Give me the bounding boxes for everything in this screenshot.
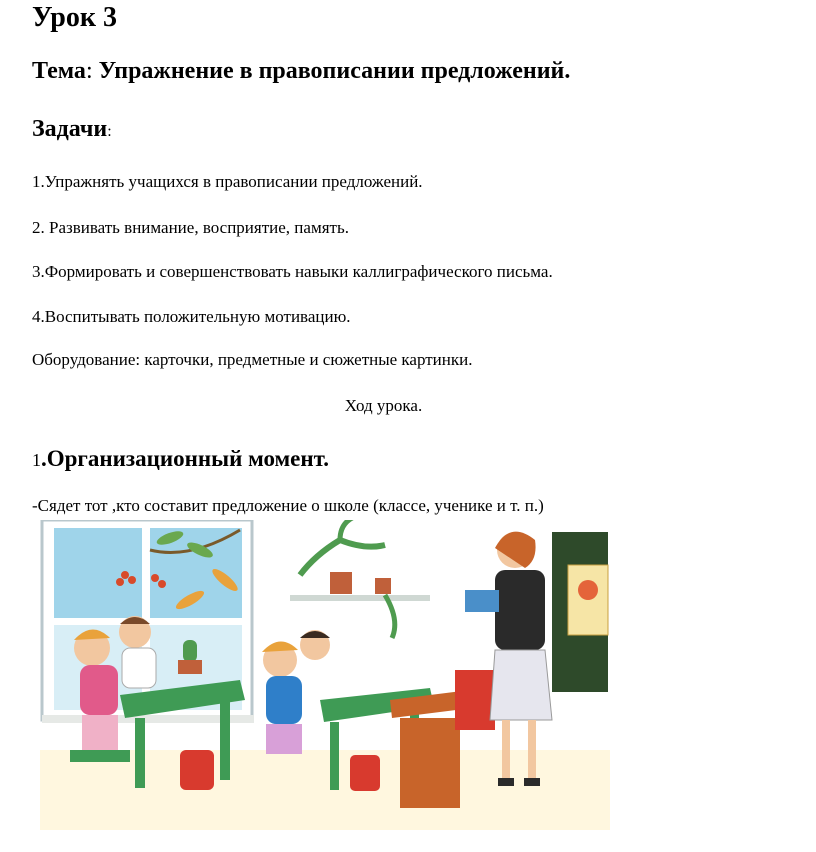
task-item-3: 3.Формировать и совершенствовать навыки каллиграфического письма. bbox=[32, 262, 553, 281]
section-title: .Организационный момент. bbox=[41, 446, 329, 471]
tasks-colon: : bbox=[107, 123, 112, 140]
section-number: 1 bbox=[32, 450, 41, 470]
classroom-illustration bbox=[40, 520, 610, 830]
section-heading bbox=[32, 446, 329, 472]
task-item-1: 1.Упражнять учащихся в правописании предложений. bbox=[32, 172, 423, 191]
backpack-icon bbox=[180, 750, 214, 790]
board-icon bbox=[552, 532, 608, 692]
tasks-heading bbox=[32, 116, 112, 143]
equipment-line: Оборудование: карточки, предметные и сюжетные картинки. bbox=[32, 350, 473, 369]
lesson-course-heading: Ход урока. bbox=[344, 396, 423, 415]
backpack-icon-2 bbox=[350, 755, 380, 791]
task-item-4: 4.Воспитывать положительную мотивацию. bbox=[32, 307, 351, 326]
teacher-icon bbox=[465, 532, 552, 786]
topic-line bbox=[32, 58, 570, 85]
topic-label: Тема bbox=[32, 58, 86, 84]
task-item-2: 2. Развивать внимание, восприятие, память. bbox=[32, 218, 349, 237]
section-text: -Сядет тот ,кто составит предложение о школе (классе, ученике и т. п.) bbox=[32, 496, 544, 515]
lesson-title: Урок 3 bbox=[32, 2, 117, 33]
chair-icon bbox=[455, 670, 495, 730]
tasks-label: Задачи bbox=[32, 116, 108, 142]
pupil-icon-2 bbox=[262, 630, 330, 754]
hanging-plant-icon bbox=[290, 520, 430, 638]
topic-colon: : bbox=[85, 58, 93, 84]
topic-text: Упражнение в правописании предложений. bbox=[92, 58, 571, 84]
